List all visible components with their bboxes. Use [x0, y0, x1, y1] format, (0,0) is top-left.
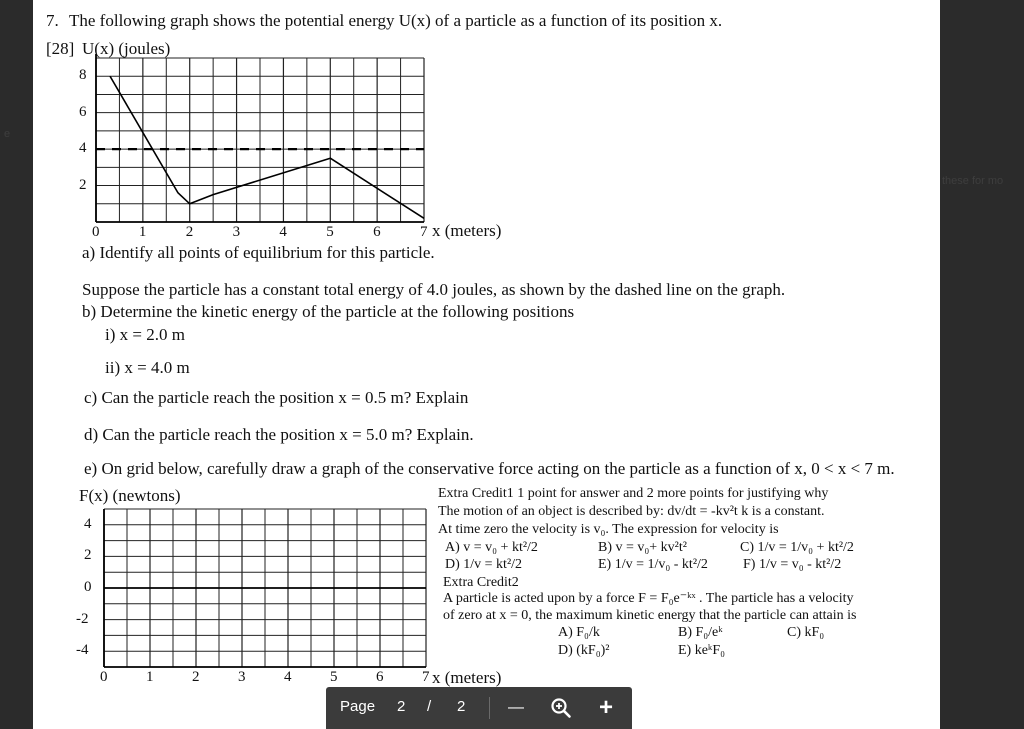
extra2-choice: E) keᵏF₀ — [678, 643, 726, 658]
y-tick-label: 4 — [84, 515, 92, 532]
extra1-line2: At time zero the velocity is v₀. The expression for velocity is — [438, 522, 779, 537]
x-tick-label: 0 — [100, 669, 108, 685]
left-backdrop — [0, 0, 33, 729]
part-d: d) Can the particle reach the position x = 5.0 m? Explain. — [84, 425, 474, 444]
graph1-ylabel: U(x) (joules) — [82, 39, 171, 58]
toolbar-divider — [489, 697, 490, 719]
part-suppose: Suppose the particle has a constant total energy of 4.0 joules, as shown by the dashed line on the graph. — [82, 280, 786, 299]
page-label: Page — [340, 698, 376, 715]
right-backdrop — [940, 0, 1024, 729]
x-tick-label: 2 — [185, 224, 194, 240]
graph2-xlabel: x (meters) — [432, 668, 502, 687]
extra1-heading: Extra Credit1 1 point for answer and 2 more points for justifying why — [438, 486, 829, 501]
x-tick-label: 7 — [422, 669, 430, 685]
backdrop-text: e — [4, 128, 11, 140]
extra1-choice: E) 1/v = 1/v₀ - kt²/2 — [598, 557, 708, 572]
pdf-toolbar — [326, 687, 632, 729]
y-tick-label: 4 — [79, 140, 87, 157]
y-tick-label: 6 — [79, 103, 87, 120]
x-tick-label: 4 — [284, 669, 292, 685]
y-tick-label: 2 — [84, 547, 92, 564]
part-b-ii: ii) x = 4.0 m — [105, 358, 190, 377]
zoom-button[interactable] — [546, 687, 576, 729]
y-tick-label: 2 — [79, 176, 87, 193]
document-page — [33, 0, 940, 729]
y-tick-label: -2 — [76, 610, 89, 627]
part-a: a) Identify all points of equilibrium for this particle. — [82, 243, 435, 262]
x-tick-label: 6 — [376, 669, 384, 685]
extra2-heading: Extra Credit2 — [443, 575, 519, 590]
x-tick-label: 7 — [420, 224, 428, 240]
graph1-xlabel: x (meters) — [432, 221, 502, 240]
question-number: 7. — [46, 11, 59, 30]
extra1-choice: B) v = v₀+ kv²t² — [598, 540, 687, 555]
extra1-line1: The motion of an object is described by: dv/dt = -kv²t k is a constant. — [438, 504, 825, 519]
x-tick-label: 4 — [279, 224, 287, 240]
part-c: c) Can the particle reach the position x = 0.5 m? Explain — [84, 388, 469, 407]
plus-icon: + — [598, 694, 613, 721]
x-tick-label: 5 — [330, 669, 338, 685]
extra1-choice: A) v = v₀ + kt²/2 — [445, 540, 538, 555]
x-tick-label: 6 — [373, 224, 381, 240]
y-tick-label: 0 — [84, 579, 92, 595]
extra1-choice: D) 1/v = kt²/2 — [445, 557, 523, 572]
graph2-ylabel: F(x) (newtons) — [79, 486, 181, 505]
x-tick-label: 0 — [92, 224, 100, 240]
x-tick-label: 5 — [326, 224, 334, 240]
magnifier-plus-icon — [550, 697, 572, 719]
part-b-i: i) x = 2.0 m — [105, 325, 185, 344]
zoom-in-button[interactable] — [591, 687, 621, 729]
part-b: b) Determine the kinetic energy of the particle at the following positions — [82, 302, 575, 321]
x-tick-label: 1 — [138, 224, 147, 240]
x-tick-label: 3 — [238, 669, 246, 685]
extra1-choice: F) 1/v = v₀ - kt²/2 — [743, 557, 842, 572]
question-intro: The following graph shows the potential energy U(x) of a particle as a function of its position x. — [69, 11, 723, 30]
extra2-choice: A) F₀/k — [558, 625, 600, 640]
x-tick-label: 1 — [146, 669, 154, 685]
extra2-choice: D) (kF₀)² — [558, 643, 610, 658]
y-tick-label: 8 — [79, 67, 87, 84]
extra2-line1: A particle is acted upon by a force F = F₀e⁻ᵏˣ . The particle has a velocity — [443, 591, 854, 606]
current-page-field[interactable]: 2 — [397, 698, 406, 715]
page-separator: / — [427, 698, 432, 715]
x-tick-label: 2 — [192, 669, 200, 685]
backdrop-text: these for mo — [942, 175, 1004, 187]
extra2-choice: C) kF₀ — [787, 625, 825, 640]
x-tick-label: 3 — [232, 224, 241, 240]
total-pages: 2 — [457, 698, 466, 715]
zoom-out-button[interactable] — [501, 687, 531, 729]
part-e: e) On grid below, carefully draw a graph of the conservative force acting on the particle as a function of x, 0 < x < 7 m. — [84, 459, 895, 478]
extra2-line2: of zero at x = 0, the maximum kinetic energy that the particle can attain is — [443, 608, 857, 623]
minus-icon: — — [508, 699, 524, 716]
extra1-choice: C) 1/v = 1/v₀ + kt²/2 — [740, 540, 854, 555]
y-tick-label: -4 — [76, 642, 89, 659]
question-points: [28] — [46, 39, 75, 58]
extra2-choice: B) F₀/eᵏ — [678, 625, 723, 640]
